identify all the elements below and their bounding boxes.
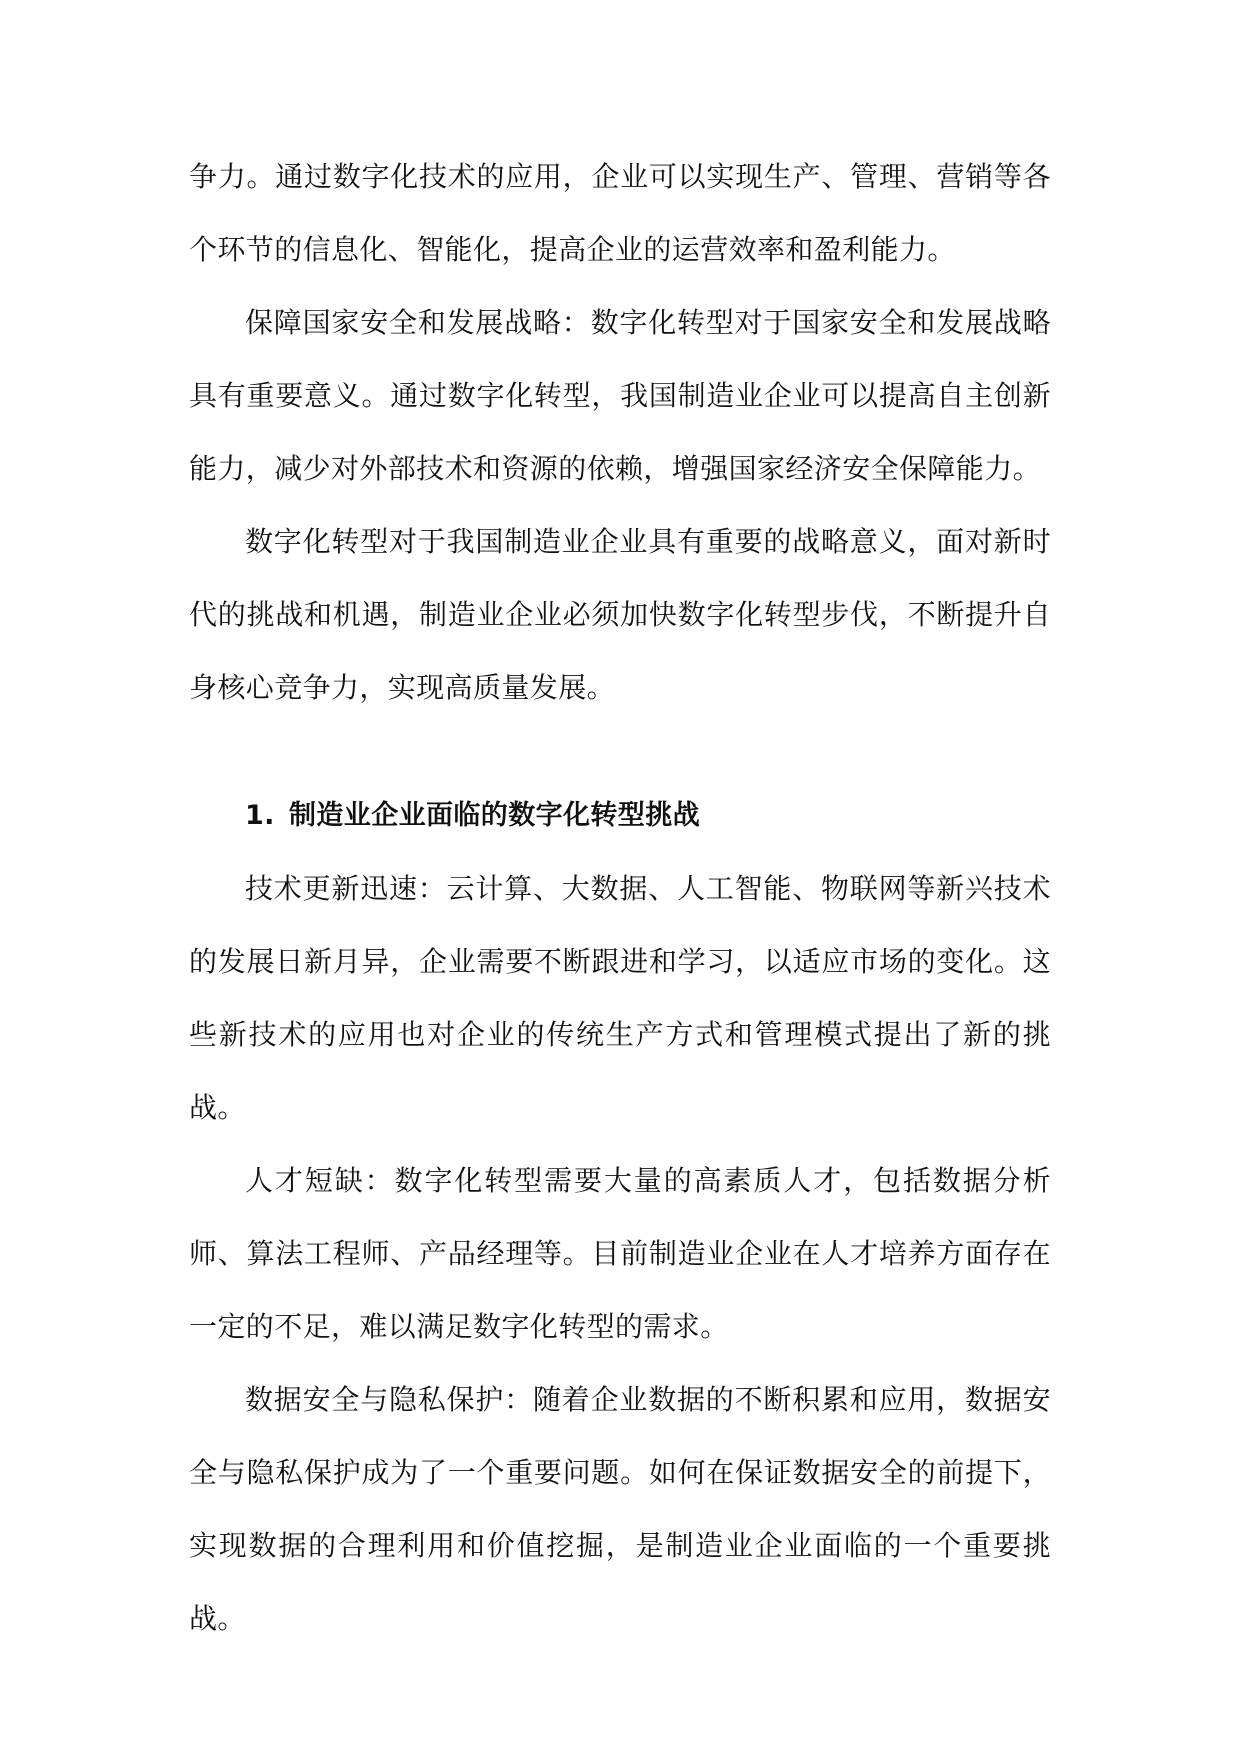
paragraph-national-security: 保障国家安全和发展战略：数字化转型对于国家安全和发展战略具有重要意义。通过数字化转型，我国制造业企业可以提高自主创新能力，减少对外部技术和资源的依赖，增强国家经济安全保障能力。 xyxy=(189,306,1051,485)
paragraph-continuation: 争力。通过数字化技术的应用，企业可以实现生产、管理、营销等各个环节的信息化、智能化，提高企业的运营效率和盈利能力。 xyxy=(189,160,1051,266)
section-title: 制造业企业面临的数字化转型挑战 xyxy=(289,800,700,831)
paragraph-strategic-significance: 数字化转型对于我国制造业企业具有重要的战略意义，面对新时代的挑战和机遇，制造业企业必须加快数字化转型步伐，不断提升自身核心竞争力，实现高质量发展。 xyxy=(189,525,1051,704)
section-number: 1. xyxy=(245,800,275,831)
section-heading xyxy=(189,779,1051,852)
paragraph-tech-update: 技术更新迅速：云计算、大数据、人工智能、物联网等新兴技术的发展日新月异，企业需要不断跟进和学习，以适应市场的变化。这些新技术的应用也对企业的传统生产方式和管理模式提出了新的挑战。 xyxy=(189,872,1051,1124)
paragraph-talent-shortage: 人才短缺：数字化转型需要大量的高素质人才，包括数据分析师、算法工程师、产品经理等。目前制造业企业在人才培养方面存在一定的不足，难以满足数字化转型的需求。 xyxy=(189,1164,1051,1343)
document-body xyxy=(189,140,1051,1655)
paragraph-data-security: 数据安全与隐私保护：随着企业数据的不断积累和应用，数据安全与隐私保护成为了一个重要问题。如何在保证数据安全的前提下，实现数据的合理利用和价值挖掘，是制造业企业面临的一个重要挑战。 xyxy=(189,1383,1051,1635)
